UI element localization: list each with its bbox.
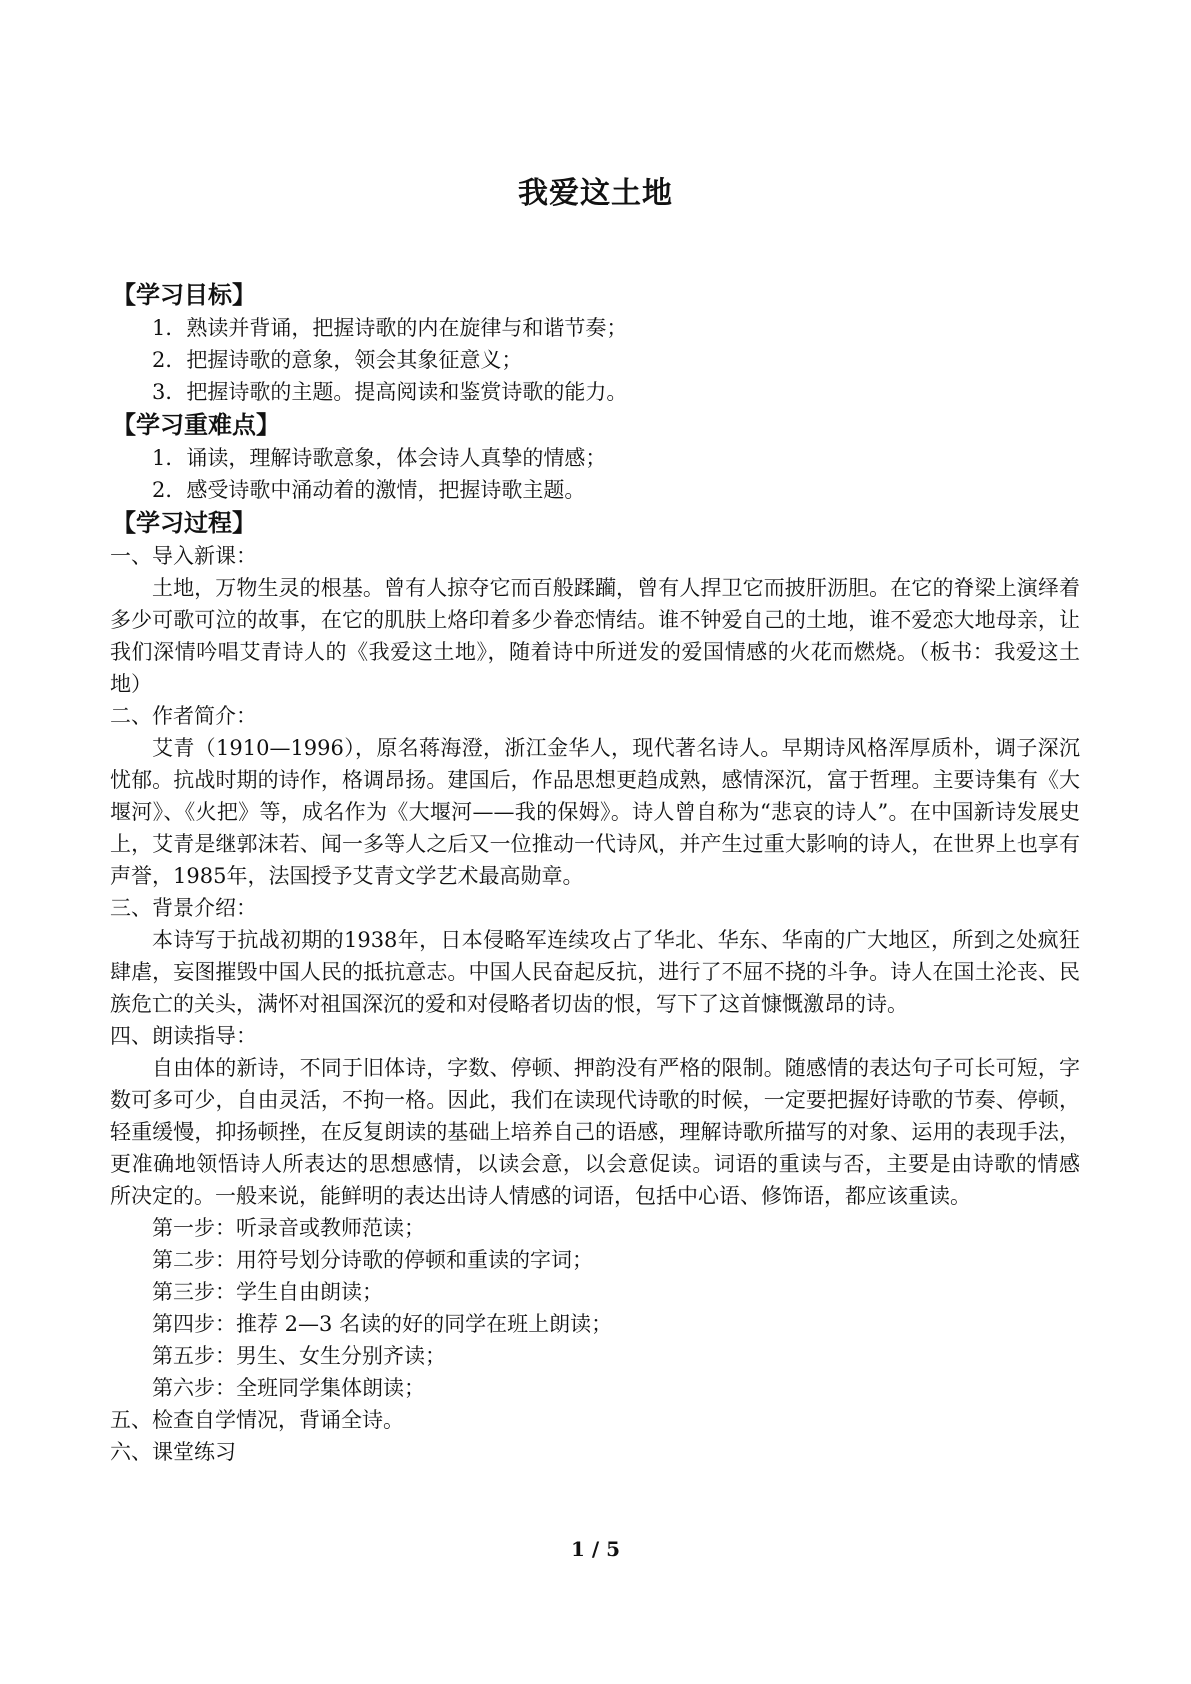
reading-step: 第二步：用符号划分诗歌的停顿和重读的字词； (152, 1248, 593, 1272)
background-heading: 三、背景介绍： (110, 896, 257, 920)
practice-heading: 六、课堂练习 (110, 1440, 236, 1464)
reading-step: 第四步：推荐 2—3 名读的好的同学在班上朗读； (152, 1312, 613, 1336)
objective-item: 3．把握诗歌的主题。提高阅读和鉴赏诗歌的能力。 (152, 380, 628, 404)
objective-item: 2．把握诗歌的意象，领会其象征意义； (152, 348, 523, 372)
reading-heading: 四、朗读指导： (110, 1024, 257, 1048)
author-heading: 二、作者简介： (110, 704, 257, 728)
background-paragraph: 本诗写于抗战初期的1938年，日本侵略军连续攻占了华北、华东、华南的广大地区，所到之处疯狂肆虐，妄图摧毁中国人民的抵抗意志。中国人民奋起反抗，进行了不屈不挠的斗争。诗人在国土沦丧、民族危亡的关头，满怀对祖国深沉的爱和对侵略者切齿的恨，写下了这首慷慨激昂的诗。 (110, 928, 1080, 1016)
process-heading: 【学习过程】 (112, 508, 256, 537)
reading-step: 第一步：听录音或教师范读； (152, 1216, 425, 1240)
intro-heading: 一、导入新课： (110, 544, 257, 568)
reading-step: 第三步：学生自由朗读； (152, 1280, 383, 1304)
document-body (110, 278, 1080, 1468)
objectives-heading: 【学习目标】 (112, 280, 256, 309)
reading-step: 第六步：全班同学集体朗读； (152, 1376, 425, 1400)
objective-item: 1．熟读并背诵，把握诗歌的内在旋律与和谐节奏； (152, 316, 628, 340)
reading-paragraph: 自由体的新诗，不同于旧体诗，字数、停顿、押韵没有严格的限制。随感情的表达句子可长可短，字数可多可少，自由灵活，不拘一格。因此，我们在读现代诗歌的时候，一定要把握好诗歌的节奏、停顿，轻重缓慢，抑扬顿挫，在反复朗读的基础上培养自己的语感，理解诗歌所描写的对象、运用的表现手法，更准确地领悟诗人所表达的思想感情，以读会意，以会意促读。词语的重读与否，主要是由诗歌的情感 所决定的。一般来说，能鲜明的表达出诗人情感的词语，包括中心语、修饰语，都应该重读。 (110, 1056, 1080, 1208)
page-number: 1 / 5 (570, 1537, 621, 1561)
keypoint-item: 1．诵读，理解诗歌意象，体会诗人真挚的情感； (152, 446, 607, 470)
document-title: 我爱这土地 (518, 176, 673, 211)
check-heading: 五、检查自学情况，背诵全诗。 (110, 1408, 404, 1432)
keypoints-heading: 【学习重难点】 (112, 410, 280, 439)
keypoint-item: 2．感受诗歌中涌动着的激情，把握诗歌主题。 (152, 478, 586, 502)
intro-paragraph: 土地，万物生灵的根基。曾有人掠夺它而百般蹂躏，曾有人捍卫它而披肝沥胆。在它的脊梁上演绎着多少可歌可泣的故事，在它的肌肤上烙印着多少眷恋情结。谁不钟爱自己的土地，谁不爱恋大地母亲，让我们深情吟唱艾青诗人的《我爱这土地》，随着诗中所迸发的爱国情感的火花而燃烧。（板书：我爱这土地） (110, 576, 1080, 696)
reading-step: 第五步：男生、女生分别齐读； (152, 1344, 446, 1368)
author-paragraph: 艾青（1910—1996），原名蒋海澄，浙江金华人，现代著名诗人。早期诗风格浑厚质朴，调子深沉忧郁。抗战时期的诗作，格调昂扬。建国后，作品思想更趋成熟，感情深沉，富于哲理。主要诗集有《大堰河》、《火把》等，成名作为《大堰河——我的保姆》。诗人曾自称为“悲哀的诗人”。在中国新诗发展史上，艾青是继郭沫若、闻一多等人之后又一位推动一代诗风，并产生过重大影响的诗人，在世界上也享有声誉，1985年，法国授予艾青文学艺术最高勋章。 (110, 736, 1080, 888)
